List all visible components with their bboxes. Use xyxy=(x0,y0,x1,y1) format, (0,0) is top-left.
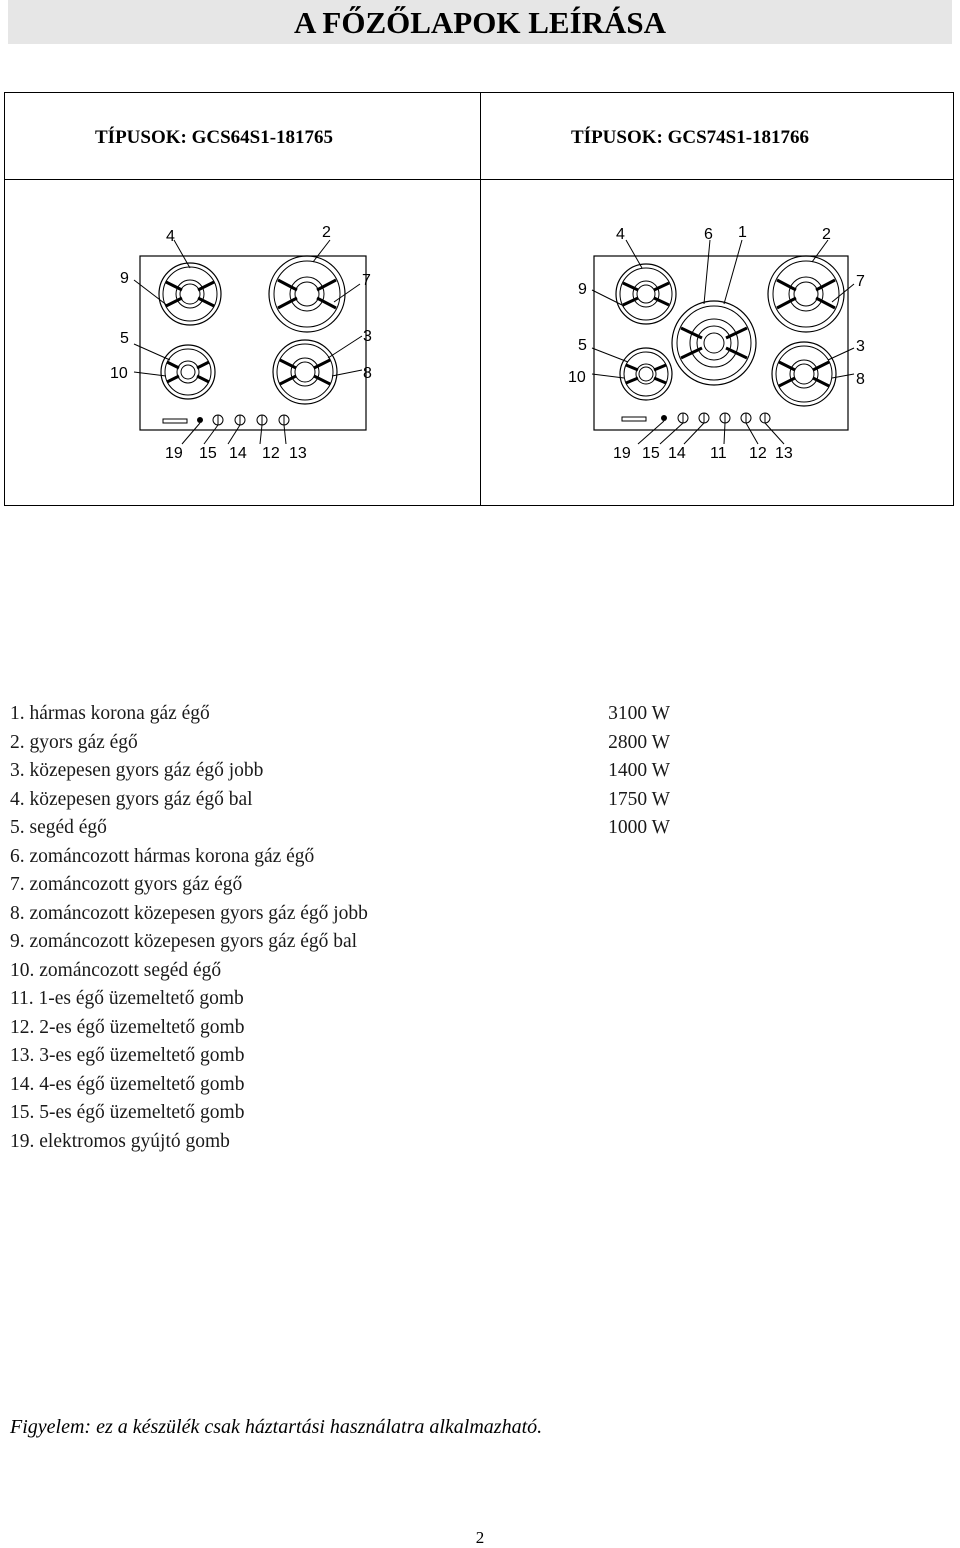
control-label: 13 xyxy=(289,445,307,462)
callout-label: 3 xyxy=(363,328,372,345)
knob-icon xyxy=(678,413,688,423)
burner-icon xyxy=(616,264,676,324)
legend-item: 12. 2-es égő üzemeltető gomb xyxy=(10,1016,245,1038)
legend-item: 13. 3-es egő üzemeltető gomb xyxy=(10,1045,245,1066)
legend-item: 3. közepesen gyors gáz égő jobb 1400 W xyxy=(10,760,670,781)
legend-item: 19. elektromos gyújtó gomb xyxy=(10,1130,230,1152)
callout-label: 4 xyxy=(166,228,175,245)
burner-icon xyxy=(772,342,836,406)
knob-icon xyxy=(699,413,709,423)
burner-icon xyxy=(768,256,844,332)
callout-label: 3 xyxy=(856,338,865,355)
callout-label: 2 xyxy=(822,226,831,243)
burner-legend xyxy=(10,700,670,1156)
knob-icon xyxy=(279,415,289,425)
callout-label: 5 xyxy=(578,337,587,354)
knob-icon xyxy=(235,415,245,425)
knob-icon xyxy=(257,415,267,425)
legend-item: 7. zománcozott gyors gáz égő xyxy=(10,874,243,895)
callout-label: 7 xyxy=(362,272,371,289)
burner-icon xyxy=(159,263,221,325)
callout-label: 10 xyxy=(568,369,586,386)
type-label-right: TÍPUSOK: GCS74S1-181766 xyxy=(571,127,810,148)
control-label: 19 xyxy=(613,445,631,462)
control-label: 19 xyxy=(165,445,183,462)
callout-label: 10 xyxy=(110,365,128,382)
callout-label: 5 xyxy=(120,330,129,347)
callout-label: 6 xyxy=(704,226,713,243)
legend-item: 14. 4-es égő üzemeltető gomb xyxy=(10,1073,245,1095)
callout-label: 9 xyxy=(578,281,587,298)
legend-item: 6. zománcozott hármas korona gáz égő xyxy=(10,845,315,867)
legend-item: 1. hármas korona gáz égő 3100 W xyxy=(10,703,670,724)
control-label: 14 xyxy=(229,445,247,462)
legend-item: 10. zománcozott segéd égő xyxy=(10,959,222,981)
legend-item: 2. gyors gáz égő 2800 W xyxy=(10,731,670,753)
callout-label: 9 xyxy=(120,270,129,287)
knob-icon xyxy=(741,413,751,423)
control-bar xyxy=(622,417,646,421)
legend-item: 5. segéd égő 1000 W xyxy=(10,817,670,838)
usage-warning: Figyelem: ez a készülék csak háztartási használatra alkalmazható. xyxy=(10,1416,543,1438)
type-label-left: TÍPUSOK: GCS64S1-181765 xyxy=(95,127,334,148)
page-title: A FŐZŐLAPOK LEÍRÁSA xyxy=(8,0,952,44)
hob-diagram-right xyxy=(562,212,892,472)
knob-icon xyxy=(720,413,730,423)
ignition-button-icon xyxy=(661,415,667,421)
control-label: 13 xyxy=(775,445,793,462)
legend-item: 8. zománcozott közepesen gyors gáz égő jobb xyxy=(10,902,368,924)
control-bar xyxy=(163,419,187,423)
knob-icon xyxy=(760,413,770,423)
ignition-button-icon xyxy=(197,417,203,423)
control-label: 14 xyxy=(668,445,686,462)
callout-label: 4 xyxy=(616,226,625,243)
control-label: 12 xyxy=(749,445,767,462)
legend-item: 11. 1-es égő üzemeltető gomb xyxy=(10,988,244,1009)
control-label: 11 xyxy=(710,445,727,462)
legend-item: 15. 5-es égő üzemeltető gomb xyxy=(10,1102,245,1123)
knob-icon xyxy=(213,415,223,425)
callout-label: 8 xyxy=(856,371,865,388)
column-divider xyxy=(480,93,481,505)
hob-diagram-left xyxy=(108,212,398,472)
burner-icon xyxy=(269,256,345,332)
page-number: 2 xyxy=(475,1528,485,1547)
burner-icon xyxy=(672,301,756,385)
burner-icon xyxy=(273,340,337,404)
callout-label: 2 xyxy=(322,224,331,241)
control-label: 15 xyxy=(642,445,660,462)
control-label: 15 xyxy=(199,445,217,462)
burner-icon xyxy=(620,348,672,400)
callout-label: 8 xyxy=(363,365,372,382)
legend-item: 9. zománcozott közepesen gyors gáz égő bal xyxy=(10,931,358,952)
control-label: 12 xyxy=(262,445,280,462)
legend-item: 4. közepesen gyors gáz égő bal 1750 W xyxy=(10,788,670,810)
callout-label: 1 xyxy=(738,224,747,241)
burner-icon xyxy=(161,345,215,399)
callout-label: 7 xyxy=(856,273,865,290)
leader-lines xyxy=(134,240,362,444)
